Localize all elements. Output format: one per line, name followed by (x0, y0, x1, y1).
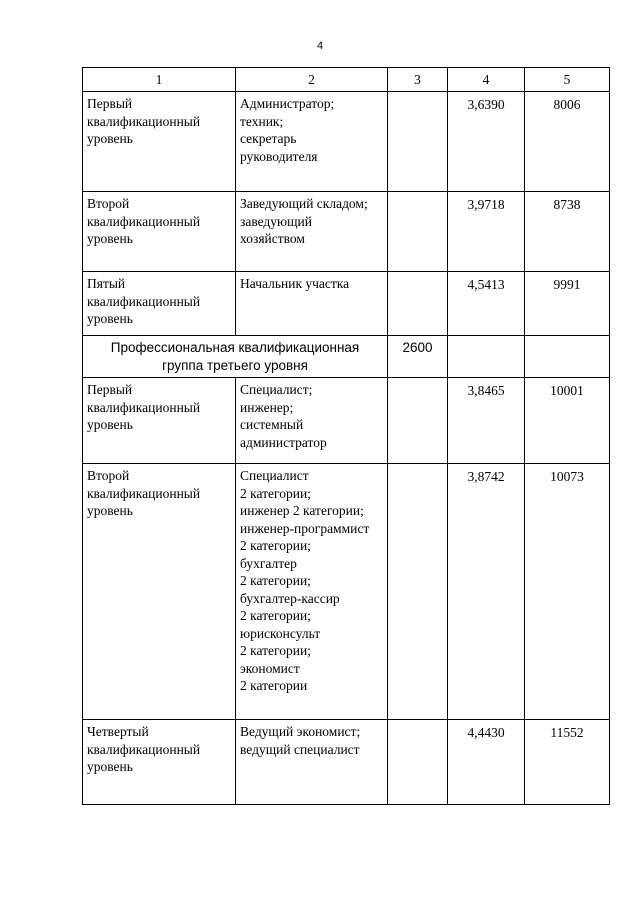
group-row (83, 336, 610, 378)
level-cell: Четвертый квалификационный уровень (83, 720, 236, 805)
salary-cell: 10001 (525, 378, 610, 464)
positions-cell: Ведущий экономист; ведущий специалист (236, 720, 388, 805)
col3-cell (388, 92, 448, 192)
group-empty-cell (448, 336, 525, 378)
col3-cell (388, 272, 448, 336)
table-row (83, 378, 610, 464)
col3-cell (388, 192, 448, 272)
page-number: 4 (316, 40, 324, 52)
table-row (83, 464, 610, 720)
coefficient-cell: 4,5413 (448, 272, 525, 336)
table-row (83, 92, 610, 192)
coefficient-cell: 4,4430 (448, 720, 525, 805)
level-cell: Первый квалификационный уровень (83, 378, 236, 464)
table-row (83, 272, 610, 336)
coefficient-cell: 3,9718 (448, 192, 525, 272)
salary-cell: 10073 (525, 464, 610, 720)
level-cell: Пятый квалификационный уровень (83, 272, 236, 336)
coefficient-cell: 3,8465 (448, 378, 525, 464)
col3-cell (388, 464, 448, 720)
positions-cell: Администратор; техник; секретарь руководителя (236, 92, 388, 192)
header-cell: 5 (525, 68, 610, 92)
table-row (83, 192, 610, 272)
salary-cell: 8006 (525, 92, 610, 192)
salary-table (82, 67, 610, 805)
positions-cell: Заведующий складом; заведующий хозяйством (236, 192, 388, 272)
table-row (83, 720, 610, 805)
header-cell: 3 (388, 68, 448, 92)
header-cell: 2 (236, 68, 388, 92)
level-cell: Первый квалификационный уровень (83, 92, 236, 192)
group-value: 2600 (388, 336, 448, 378)
header-cell: 1 (83, 68, 236, 92)
header-cell: 4 (448, 68, 525, 92)
positions-cell: Специалист; инженер; системный администратор (236, 378, 388, 464)
salary-cell: 9991 (525, 272, 610, 336)
coefficient-cell: 3,6390 (448, 92, 525, 192)
positions-cell: Специалист 2 категории; инженер 2 категории; инженер-программист 2 категории; бухгалтер 2 категории; бухгалтер-кассир 2 категории; юрисконсульт 2 категории; экономист 2 категории (236, 464, 388, 720)
col3-cell (388, 720, 448, 805)
coefficient-cell: 3,8742 (448, 464, 525, 720)
salary-cell: 11552 (525, 720, 610, 805)
col3-cell (388, 378, 448, 464)
group-empty-cell (525, 336, 610, 378)
header-row (83, 68, 610, 92)
positions-cell: Начальник участка (236, 272, 388, 336)
salary-cell: 8738 (525, 192, 610, 272)
level-cell: Второй квалификационный уровень (83, 464, 236, 720)
level-cell: Второй квалификационный уровень (83, 192, 236, 272)
group-title: Профессиональная квалификационная группа третьего уровня (83, 336, 388, 378)
